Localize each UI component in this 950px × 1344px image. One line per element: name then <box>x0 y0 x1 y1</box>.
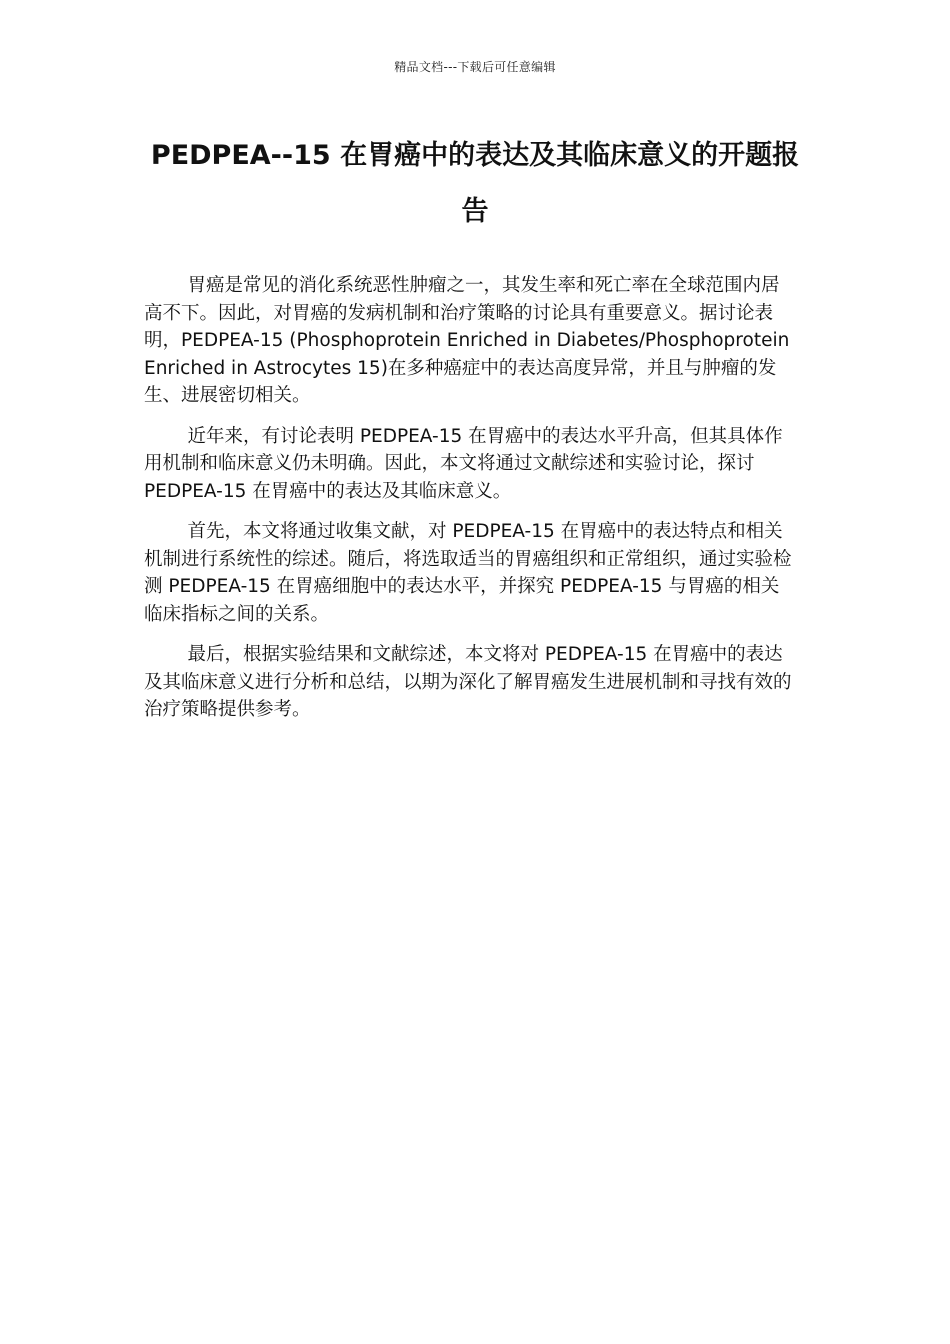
paragraph-1: 胃癌是常见的消化系统恶性肿瘤之一，其发生率和死亡率在全球范围内居高不下。因此，对胃癌的发病机制和治疗策略的讨论具有重要意义。据讨论表明，PEDPEA-15 (Phosphoprotein Enriched in Diabetes/Phosphoprotein Enriched in Astrocytes 15)在多种癌症中的表达高度异常，并且与肿瘤的发生、进展密切相关。 <box>144 275 790 406</box>
document-body <box>144 272 792 737</box>
paragraph-3: 首先，本文将通过收集文献，对 PEDPEA-15 在胃癌中的表达特点和相关机制进行系统性的综述。随后，将选取适当的胃癌组织和正常组织，通过实验检测 PEDPEA-15 在胃癌细胞中的表达水平，并探究 PEDPEA-15 与胃癌的相关临床指标之间的关系。 <box>144 521 792 625</box>
paragraph-4: 最后，根据实验结果和文献综述，本文将对 PEDPEA-15 在胃癌中的表达及其临床意义进行分析和总结，以期为深化了解胃癌发生进展机制和寻找有效的治疗策略提供参考。 <box>144 644 792 720</box>
document-title: PEDPEA--15 在胃癌中的表达及其临床意义的开题报告 <box>150 140 800 227</box>
header-note: 精品文档---下载后可任意编辑 <box>394 60 556 74</box>
paragraph-2: 近年来，有讨论表明 PEDPEA-15 在胃癌中的表达水平升高，但其具体作用机制和临床意义仍未明确。因此，本文将通过文献综述和实验讨论，探讨 PEDPEA-15 在胃癌中的表达及其临床意义。 <box>144 425 783 502</box>
